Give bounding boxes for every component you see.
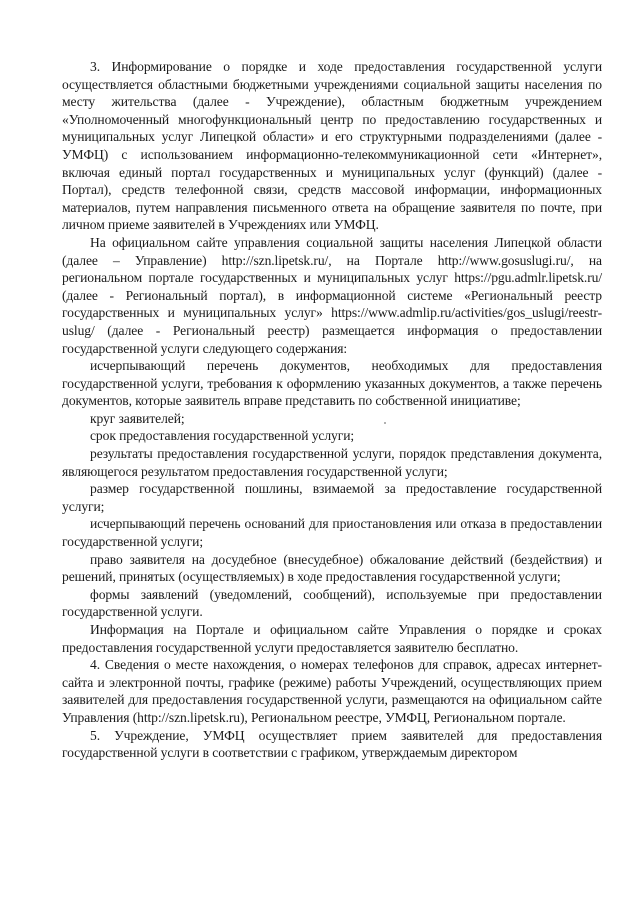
list-item: круг заявителей; xyxy=(90,410,185,426)
paragraph-official-site: На официальном сайте управления социальной защиты населения Липецкой области (далее – Управление) http://szn.lipetsk.ru/, на Портале http://www.gosuslugi.ru/, на региональном портале государственных и муниципальных услуг https://pgu.admlr.lipetsk.ru/ (далее - Региональный портал), в информационной системе «Региональный реестр государственных и муниципальных услуг» https://www.admlip.ru/activities/gos_uslugi/reestr-uslug/ (далее - Региональный реестр) размещается информация о предоставлении государственной услуги следующего содержания: xyxy=(62,234,602,356)
list-item: результаты предоставления государственной услуги, порядок представления документа, являющегося результатом предоставления государственной услуги; xyxy=(62,446,602,479)
paragraph-4-contacts: 4. Сведения о месте нахождения, о номерах телефонов для справок, адресах интернет-сайта и электронной почты, графике (режиме) работы Учреждений, осуществляющих прием заявителей для предоставления государственной услуги, размещаются на официальном сайте Управления (http://szn.lipetsk.ru), Региональном реестре, УМФЦ, Региональном портале. xyxy=(62,657,602,725)
list-item: право заявителя на досудебное (внесудебное) обжалование действий (бездействия) и решений, принятых (осуществляемых) в ходе предоставления государственной услуги; xyxy=(62,551,602,585)
paragraph-3-informing: 3. Информирование о порядке и ходе предоставления государственной услуги осуществляется областными бюджетными учреждениями социальной защиты населения по месту жительства (далее - Учреждение), областным бюджетным учреждением «Уполномоченный многофункциональный центр по предоставлению государственных и муниципальных услуг Липецкой области» и его структурными подразделениями (далее - УМФЦ) с использованием информационно-телекоммуникационной сети «Интернет», включая единый портал государственных и муниципальных услуг (функций) (далее - Портал), средств телефонной связи, средств массовой информации, информационных материалов, путем направления письменного ответа на обращение заявителя по почте, при личном приеме заявителей в Учреждениях или УМФЦ. xyxy=(62,59,602,233)
list-item: размер государственной пошлины, взимаемой за предоставление государственной услуги; xyxy=(62,481,602,514)
paragraph-free-info: Информация на Портале и официальном сайте Управления о порядке и сроках предоставления государственной услуги предоставляется заявителю бесплатно. xyxy=(62,622,602,655)
list-item: исчерпывающий перечень оснований для приостановления или отказа в предоставлении государственной услуги; xyxy=(62,516,602,550)
list-item: формы заявлений (уведомлений, сообщений), используемые при предоставлении государственной услуги. xyxy=(62,586,602,620)
list-item: исчерпывающий перечень документов, необходимых для предоставления государственной услуги, требования к оформлению указанных документов, а также перечень документов, которые заявитель вправе представить по собственной инициативе; xyxy=(62,358,602,409)
list-item: срок предоставления государственной услуги; xyxy=(90,428,355,444)
scan-speck xyxy=(384,422,386,424)
paragraph-5-reception: 5. Учреждение, УМФЦ осуществляет прием заявителей для предоставления государственной услуги в соответствии с графиком, утверждаемым директором xyxy=(62,727,602,761)
